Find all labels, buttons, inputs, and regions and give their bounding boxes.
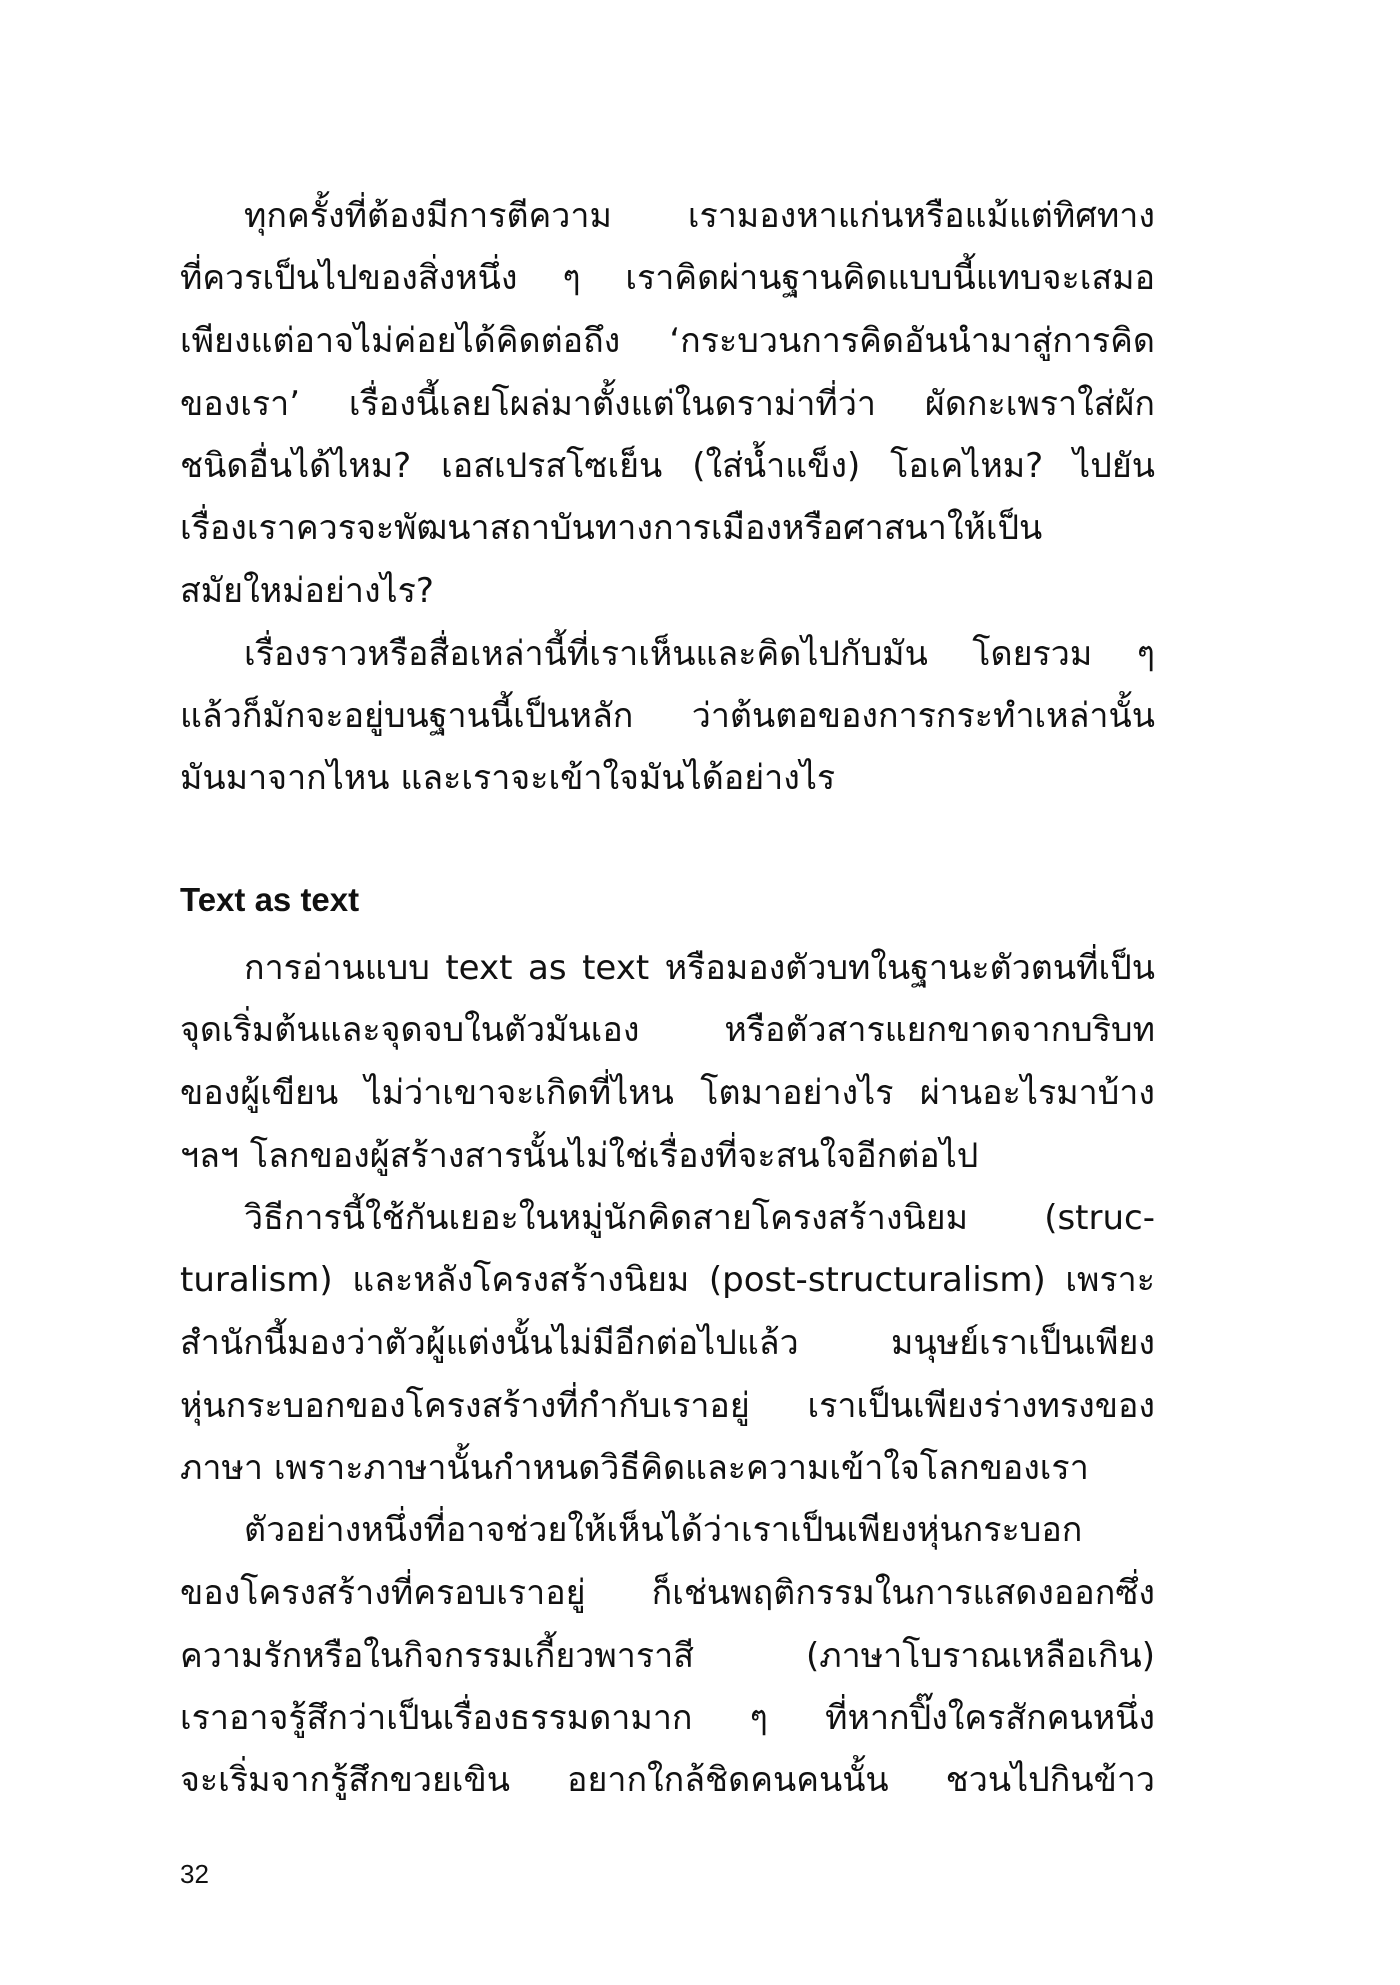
section-heading: Text as text: [180, 881, 360, 918]
body-text-line: ภาษา เพราะภาษานั้นกำหนดวิธีคิดและความเข้าใจโลกของเรา: [180, 1448, 1089, 1488]
body-text-line: ชนิดอื่นได้ไหม? เอสเปรสโซเย็น (ใส่น้ำแข็ง) โอเคไหม? ไปยัน: [180, 446, 1155, 486]
body-text-line: มันมาจากไหน และเราจะเข้าใจมันได้อย่างไร: [180, 758, 836, 798]
body-text-line: การอ่านแบบ text as text หรือมองตัวบทในฐานะตัวตนที่เป็น: [244, 948, 1155, 988]
body-text-line: จุดเริ่มต้นและจุดจบในตัวมันเอง หรือตัวสารแยกขาดจากบริบท: [180, 1010, 1155, 1050]
body-text-line: จะเริ่มจากรู้สึกขวยเขิน อยากใกล้ชิดคนคนนั้น ชวนไปกินข้าว: [180, 1760, 1155, 1800]
body-text-line: ของโครงสร้างที่ครอบเราอยู่ ก็เช่นพฤติกรรมในการแสดงออกซึ่ง: [180, 1573, 1155, 1613]
body-text-line: ของเรา’ เรื่องนี้เลยโผล่มาตั้งแต่ในดราม่าที่ว่า ผัดกะเพราใส่ผัก: [180, 384, 1155, 424]
body-text-line: ของผู้เขียน ไม่ว่าเขาจะเกิดที่ไหน โตมาอย่างไร ผ่านอะไรมาบ้าง: [180, 1073, 1155, 1113]
body-text-line: หุ่นกระบอกของโครงสร้างที่กำกับเราอยู่ เราเป็นเพียงร่างทรงของ: [180, 1386, 1155, 1426]
body-text-line: turalism) และหลังโครงสร้างนิยม (post-structuralism) เพราะ: [180, 1260, 1155, 1300]
body-text-line: ฯลฯ โลกของผู้สร้างสารนั้นไม่ใช่เรื่องที่จะสนใจอีกต่อไป: [180, 1136, 979, 1176]
body-text-line: แล้วก็มักจะอยู่บนฐานนี้เป็นหลัก ว่าต้นตอของการกระทำเหล่านั้น: [180, 696, 1155, 736]
body-text-line: ตัวอย่างหนึ่งที่อาจช่วยให้เห็นได้ว่าเราเป็นเพียงหุ่นกระบอก: [244, 1510, 1083, 1550]
body-text-line: เรื่องราวหรือสื่อเหล่านี้ที่เราเห็นและคิดไปกับมัน โดยรวม ๆ: [244, 634, 1155, 674]
body-text-line: เพียงแต่อาจไม่ค่อยได้คิดต่อถึง ‘กระบวนการคิดอันนำมาสู่การคิด: [180, 321, 1155, 361]
body-text-line: ที่ควรเป็นไปของสิ่งหนึ่ง ๆ เราคิดผ่านฐานคิดแบบนี้แทบจะเสมอ: [180, 258, 1155, 298]
body-text-line: เรื่องเราควรจะพัฒนาสถาบันทางการเมืองหรือศาสนาให้เป็น: [180, 508, 1043, 548]
body-text-line: เราอาจรู้สึกว่าเป็นเรื่องธรรมดามาก ๆ ที่หากปิ๊งใครสักคนหนึ่ง: [180, 1698, 1155, 1738]
body-text-line: วิธีการนี้ใช้กันเยอะในหมู่นักคิดสายโครงสร้างนิยม (struc-: [244, 1198, 1155, 1238]
body-text-line: ทุกครั้งที่ต้องมีการตีความ เรามองหาแก่นหรือแม้แต่ทิศทาง: [244, 196, 1155, 236]
body-text-line: สำนักนี้มองว่าตัวผู้แต่งนั้นไม่มีอีกต่อไปแล้ว มนุษย์เราเป็นเพียง: [180, 1323, 1155, 1363]
page-number: 32: [180, 1859, 209, 1889]
body-text-line: สมัยใหม่อย่างไร?: [180, 571, 434, 611]
body-text-line: ความรักหรือในกิจกรรมเกี้ยวพาราสี (ภาษาโบราณเหลือเกิน): [180, 1636, 1155, 1676]
